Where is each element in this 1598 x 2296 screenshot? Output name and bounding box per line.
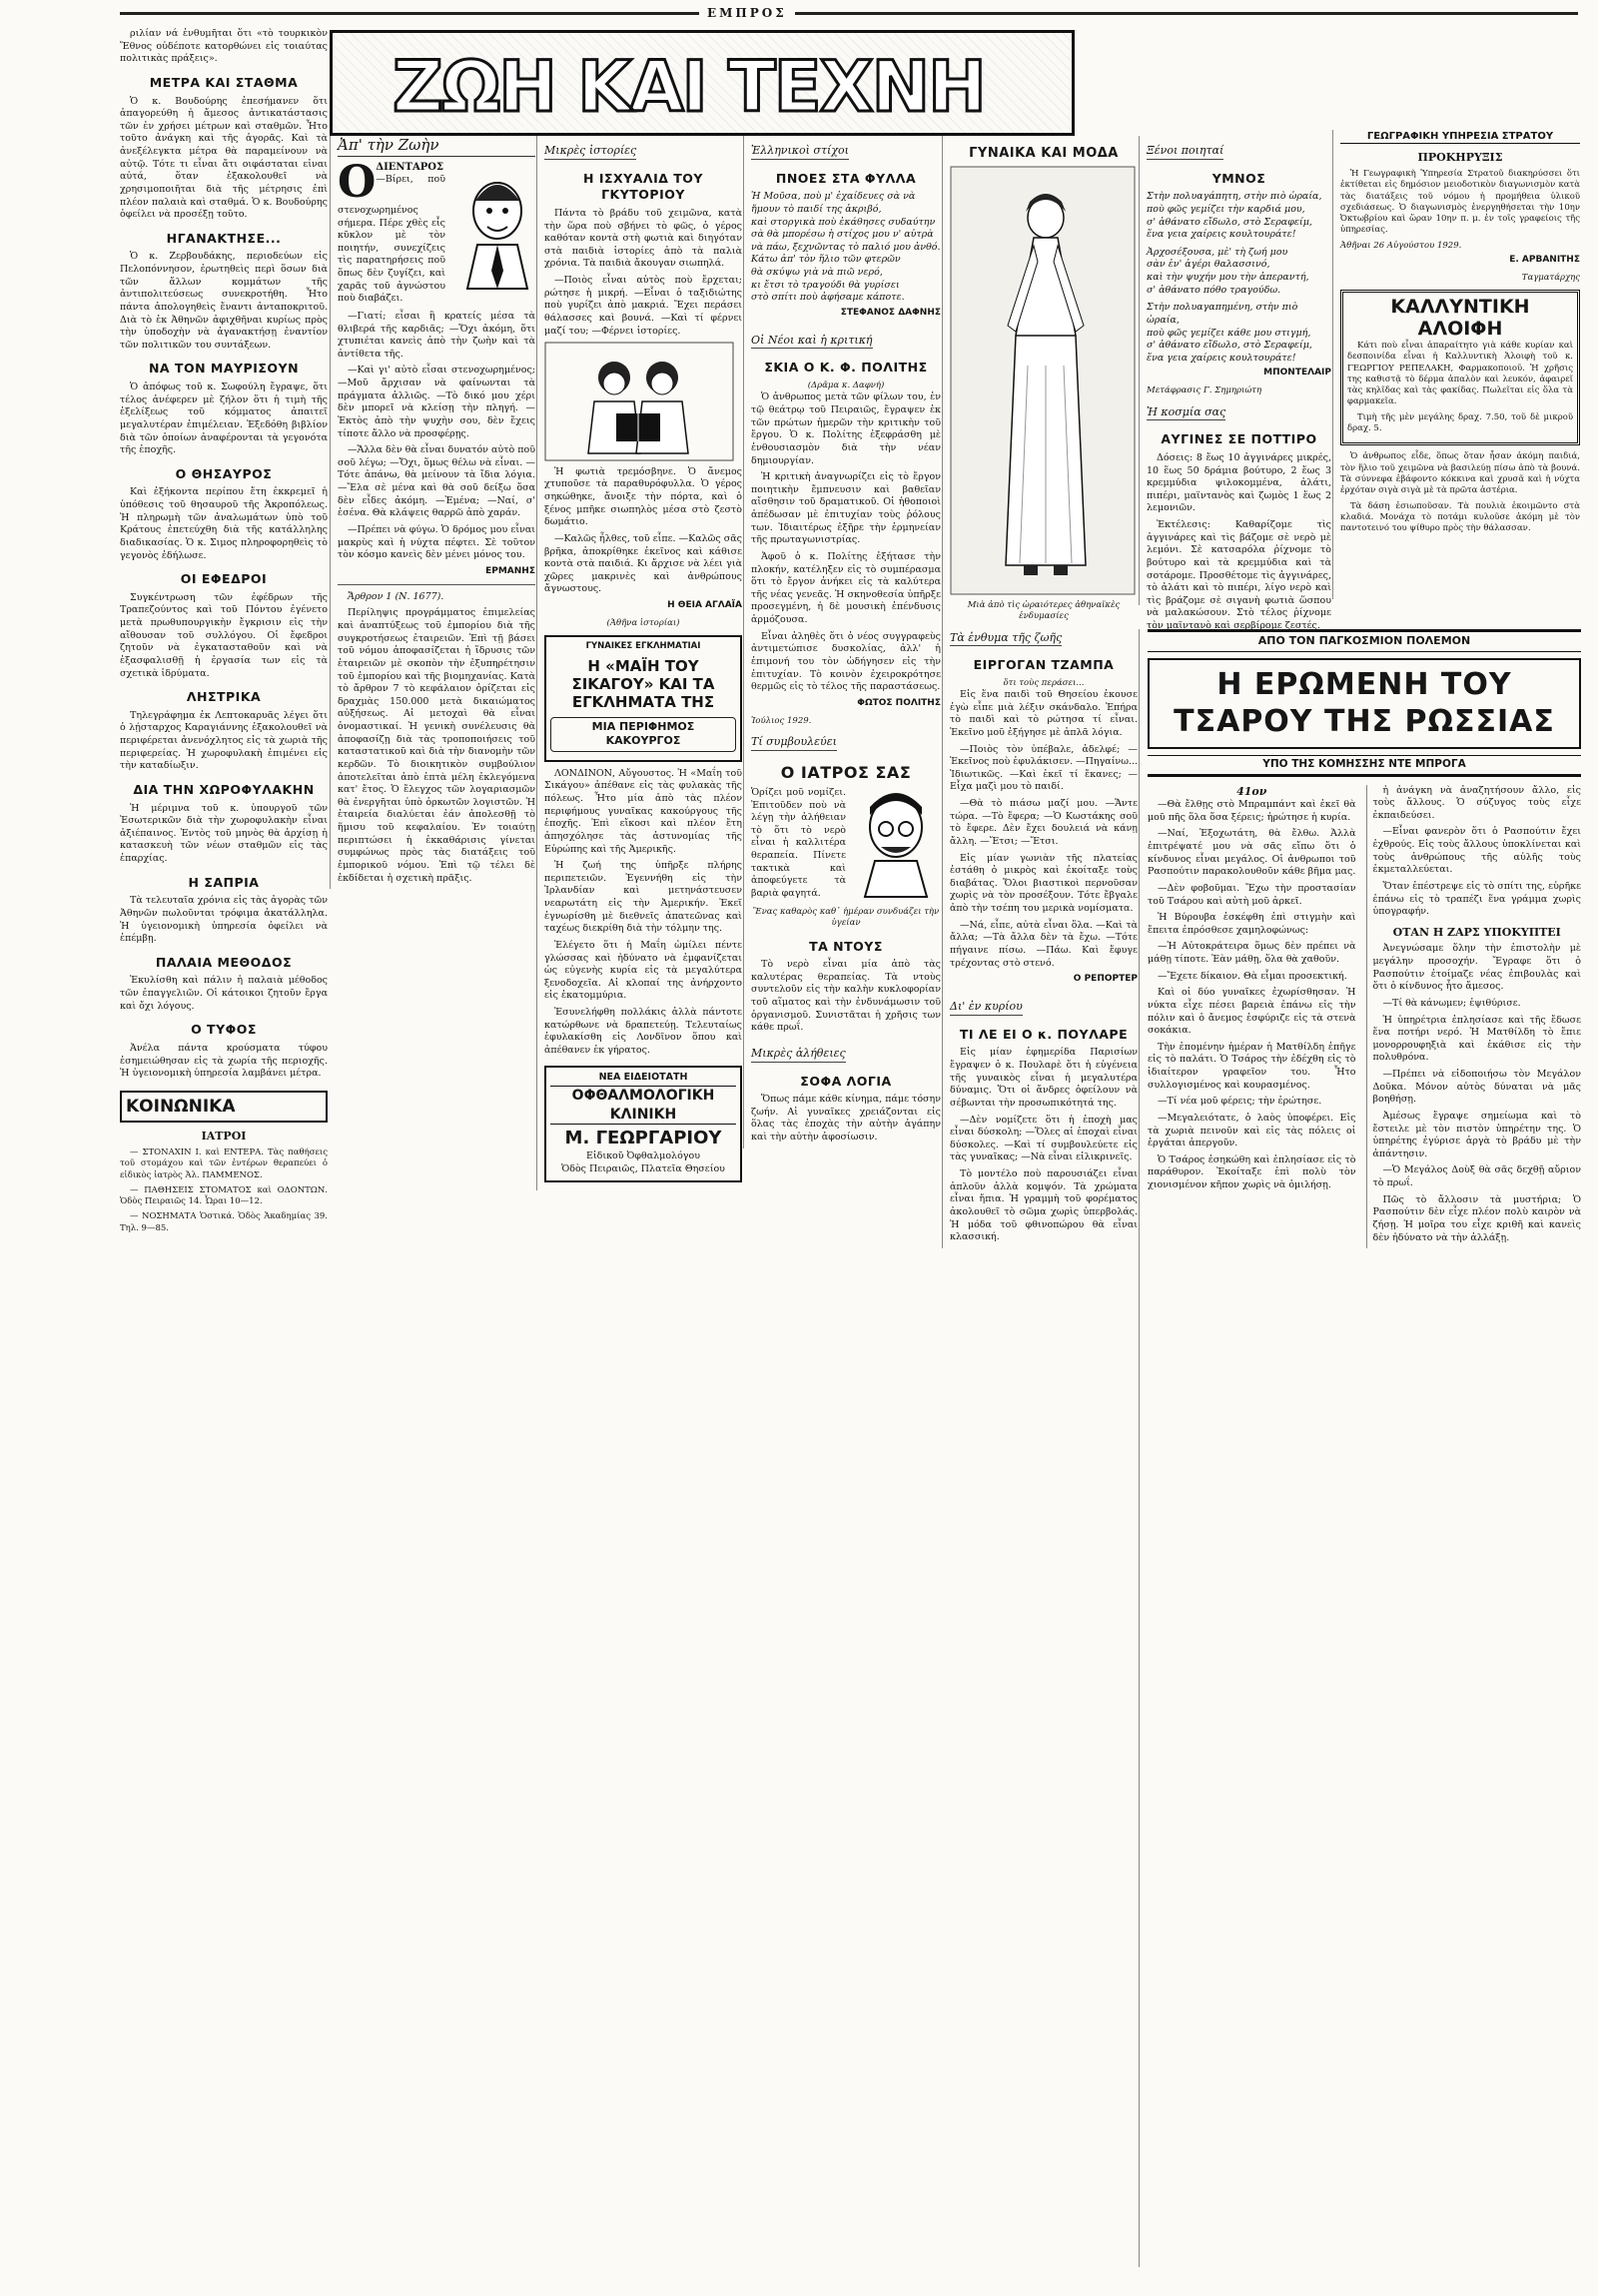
poem-line: καὶ τὴν ψυχήν μου τὴν ἀπεραντή, xyxy=(1147,272,1309,283)
article-text: Ὁ κ. Βουδούρης ἐπεσήμανεν ὅτι ἀπαγορεύθη ἡ ἄμεσος ἀντικατάστασις τῶν ἐν χρήσει μέτρων καὶ σταθμῶν. Ἦτο τοῦτο ἀνάγκη καὶ τῆς ἀγορᾶς. Καὶ τὰ ἀνεξέλεγκτα μέτρα θὰ παραμείνουν νὰ αὐτῷ. Τότε τι εἶναι ἄτι οιφάσταται εἰναι αὐτά, ὅταν ἐξακολουθεῖ νὰ χρησιμοποιῆται διὰ τῆς μέτρησις ἐπὶ πλέον παλαιὰ καὶ σταθμά. Ὁ κ. Βουδούρης ὀφείλει νὰ προσέξῃ τοῦτο. xyxy=(120,95,328,221)
headline: ΓΥΝΑΙΚΑ ΚΑΙ ΜΟΔΑ xyxy=(969,146,1119,161)
serial-paragraph: Καὶ οἱ δύο γυναῖκες ἐχωρίσθησαν. Ἡ νύκτα εἶχε πέσει βαρειὰ ἐπάνω εἰς τὴν πόλιν καὶ ὁ ἄνεμος ἐσφύριζε εἰς τὰ στενὰ σοκάκια. xyxy=(1148,987,1356,1037)
article-text: —Δὲν νομίζετε ὅτι ἡ ἐποχὴ μας εἶναι δύσκολη; —Ὅλες αἱ ἐποχαὶ εἶναι δύσκολες. —Καὶ τί συμβουλεύετε εἰς τὰς γυναῖκας; —Νὰ εἶναι εἰλικρινεῖς. xyxy=(950,1114,1138,1163)
social-item: — ΣΤΟΝΑΧΙΝ Ι. καὶ ΕΝΤΕΡΑ. Τὰς παθήσεις τοῦ στομάχου καὶ τῶν ἐντέρων θεραπεύει ὁ εἰδικὸς ἰατρὸς Ἀλ. ΠΑΜΜΕΝΟΣ. xyxy=(120,1147,328,1180)
cosmetic-ad xyxy=(1340,290,1580,445)
feature-box xyxy=(544,635,742,762)
translator: Μετάφρασις Γ. Σημηριώτη xyxy=(1147,385,1262,396)
article-text: Ὁ ἀνθρωπος μετὰ τῶν φίλων του, ἐν τῷ θεάτρῳ τοῦ Πειραιῶς, ἔγραψεν ἐκ τῶν πρώτων ἡμερῶν τὴν κριτικὴν τοῦ ἔργου. Ὁ κ. Πολίτης ἐξεφράσθη μὲ ἐνθουσιασμὸν διὰ τὴν νέαν δημιουργίαν. xyxy=(751,391,941,466)
article-text: Εἰς ἕνα παιδὶ τοῦ Θησείου ἐκουσε ἐγὼ εἶπε μιὰ λέξιν σκάνδαλο. Ἐπήρα τὸ παιδὶ καὶ τὸ ρώτησα τί εἶναι. Ἐκεῖνο μοῦ ἐξήγησε μὲ ἀπλᾶ λόγια. xyxy=(950,689,1138,738)
box-kicker: ΓΥΝΑΙΚΕΣ ΕΓΚΛΗΜΑΤΙΑΙ xyxy=(585,641,701,652)
serial-paragraph: —Θὰ ἔλθῃς στὸ Μπραμπάντ καὶ ἐκεῖ θὰ μοῦ πῆς ὅλα ὅσα ξέρεις; ἡρώτησε ἡ κυρία. xyxy=(1148,799,1356,823)
headline: ΜΕΤΡΑ ΚΑΙ ΣΤΑΘΜΑ xyxy=(149,74,299,90)
dateline: Ἰούλιος 1929. xyxy=(751,715,812,726)
serial-paragraph: —Ἔχετε δίκαιον. Θὰ εἶμαι προσεκτική. xyxy=(1158,970,1347,982)
kicker: Μικρὲς ἱστορίες xyxy=(544,144,636,160)
kicker: Μικρὲς ἀλήθειες xyxy=(751,1047,846,1063)
headline: ΛΗΣΤΡΙΚΑ xyxy=(186,689,262,705)
signature: Ο ΡΕΠΟΡΤΕΡ xyxy=(1073,974,1138,985)
article-text: —Πρέπει νὰ φύγω. Ὁ δρόμος μου εἶναι μακρὺς καὶ ἡ νύχτα πέφτει. Σὲ τοῦτον τὸν κόσμο κανεὶς δὲν μένει μόνος του. xyxy=(338,523,535,561)
column-poems xyxy=(743,136,941,1148)
poem-line: Ἡ Μοῦσα, ποὺ μ' ἐχαίδευες σὰ νὰ xyxy=(751,191,916,203)
poem-line: σ' ἀθάνατο εἴδωλο, στὸ Σεραφείμ, xyxy=(1147,216,1312,228)
article-text: Ὅπως πάμε κάθε κίνημα, πάμε τόσην ζωήν. Αἱ γυναῖκες χρειάζονται εἰς ὅλας τὰς ἐποχὰς τὴν αὐτὴν ἀγάπην καὶ τὴν αὐτὴν ἀφοσίωσιν. xyxy=(751,1094,941,1144)
poem-line: ποὺ φῶς γεμίζει τὴν καρδιά μου, xyxy=(1147,203,1305,215)
column-news xyxy=(120,28,328,1238)
serial-paragraph: Πῶς τὸ ἄλλοσιν τὰ μυστήρια; Ὁ Ρασπούτιν δὲν εἶχε πλέον πολὺ καιρὸν νὰ ζήσῃ. Ἡ μοῖρα του εἶχε κριθῆ καὶ κανεὶς δὲν ἠδύνατο νὰ τὴν ἀλλάξῃ. xyxy=(1372,1193,1581,1243)
poem-line: θὰ σκύψω γιὰ νὰ πιῶ νερό, xyxy=(751,267,883,278)
poem-line: νὰ πάω, ξεχνῶντας τὸ παλιό μου ἀνθό. xyxy=(751,241,941,253)
drop-cap: Ο xyxy=(338,156,377,208)
article-text: Ἡ ζωή της ὑπῆρξε πλήρης περιπετειῶν. Ἐγεννήθη εἰς τὴν Ἰρλανδίαν καὶ μετηνάστευσεν νεαρωτάτη εἰς τὴν Ἀμερικήν. Ἐκεῖ ἐγνωρίσθη μὲ διεθνεῖς ἀπατεῶνας καὶ ταχέως διεκρίθη διὰ τὴν τόλμην της. xyxy=(544,860,742,935)
box-title: Η «ΜΑΪΗ ΤΟΥ ΣΙΚΑΓΟΥ» ΚΑΙ ΤΑ ΕΓΚΛΗΜΑΤΑ ΤΗΣ xyxy=(571,656,715,711)
article-text: Ἡ κριτικὴ ἀναγνωρίζει εἰς τὸ ἔργον ποιητικὴν ἔμπνευσιν καὶ βαθεῖαν αἴσθησιν τοῦ δραματικοῦ. Οἱ ἠθοποιοὶ ἀπέδωσαν μὲ ἐπιτυχίαν τοὺς ῥόλους των. Ἰδιαιτέρως ἐξῆρε τὴν ἑρμηνείαν τῆς πρωταγωνιστρίας. xyxy=(751,471,941,546)
episode-number: 41ον xyxy=(1236,784,1267,798)
poem-line: σὰ θὰ μπορέσω ἡ στίχος μου ν' αὐτρὰ xyxy=(751,229,934,241)
caption: Μιὰ ἀπὸ τὶς ὡραιότερες ἀθηναϊκὲς ἐνδυμασίες xyxy=(967,599,1121,622)
poem-line: Στὴν πολυαγαπημένη, στὴν πιὸ ὡραία, xyxy=(1147,302,1298,326)
notice-text: Ἡ Γεωγραφικὴ Ὑπηρεσία Στρατοῦ διακηρύσσει ὅτι ἐκτίθεται εἰς δημόσιον μειοδοτικὸν διαγωνισμὸν κατὰ τὰς διατάξεις τοῦ νόμου ἡ προμήθεια ὑλικοῦ σχεδιάσεως. Ὁ διαγωνισμὸς ἐνεργηθήσεται τὴν 10ην Ὀκτωβρίου καὶ ὥραν 10ην π. μ. ἐν τοῖς γραφείοις τῆς ὑπηρεσίας. xyxy=(1340,168,1580,236)
masthead: ΕΜΠΡΟΣ xyxy=(699,6,795,22)
article-text: Ἐλέγετο ὅτι ἡ Μαΐη ὡμίλει πέντε γλώσσας καὶ ἠδύνατο νὰ ἐμφανίζεται ὡς εὐγενὴς κυρία εἰς τὰ μεγαλύτερα ξενοδοχεῖα. Αἱ κλοπαί της ἀνήρχοντο εἰς ἑκατομμύρια. xyxy=(544,939,742,1002)
law-lead: Ἄρθρον 1 (Ν. 1677). xyxy=(348,590,444,602)
column-from-life xyxy=(330,136,535,889)
headline: ΑΥΓΙΝΕΣ ΣΕ ΠΟΤΤΙΡΟ xyxy=(1161,431,1317,447)
article-text: Ἐκυλίσθη καὶ πάλιν ἡ παλαιὰ μέθοδος τῶν ἐπαγγελιῶν. Οἱ κάτοικοι ζητοῦν ἔργα καὶ ὄχι λόγους. xyxy=(120,975,328,1012)
lead-word: ΔΙΕΝΤΑΡΟΣ xyxy=(376,161,444,173)
serial-paragraph: Τὴν ἑπομένην ἡμέραν ἡ Ματθίλδη ἐπῆγε εἰς τὸ παλάτι. Ὁ Τσάρος τὴν ἐδέχθη εἰς τὸ ἰδιαίτερον γραφεῖον του. Ἦτο συλλογισμένος καὶ κουρασμένος. xyxy=(1148,1041,1356,1091)
serial-paragraph: Ἡ Βύρουβα ἐσκέφθη ἐπὶ στιγμὴν καὶ ἔπειτα ἐπρόσθεσε χαμηλοφώνως: xyxy=(1148,912,1356,936)
article-text: Ἡ φωτιὰ τρεμόσβηνε. Ὁ ἄνεμος χτυποῦσε τὰ παραθυρόφυλλα. Ὁ γέρος σηκώθηκε, ἄνοιξε τὴν πόρτα, καὶ ὁ ξένος μπῆκε σιωπηλὸς μέσα στὸ ζεστὸ δωμάτιο. xyxy=(544,465,742,528)
headline: ΤΙ ΛΕ ΕΙ Ο κ. ΠΟΥΛΑΡΕ xyxy=(959,1026,1129,1042)
column-short-stories xyxy=(536,136,742,1190)
article-text: Τηλεγράφημα ἐκ Λεπτοκαρυᾶς λέγει ὅτι ὁ λῄσταρχος Καραγιάννης ἐξακολουθεῖ νὰ περιφέρεται ἀνενόχλητος εἰς τὰ χωριὰ τῆς περιφερείας. Ἡ χωροφυλακὴ ἐπιμένει εἰς τὴν καταδίωξιν. xyxy=(120,709,328,772)
ad-name: Μ. ΓΕΩΡΓΑΡΙΟΥ xyxy=(564,1128,722,1149)
ad-top: ΝΕΑ ΕΙΔΕΙΟΤΑΤΗ xyxy=(598,1071,688,1083)
kicker: Δι' ἐν κυρίου xyxy=(950,1000,1023,1016)
article-text: —Καλῶς ἦλθες, τοῦ εἶπε. —Καλῶς σᾶς βρῆκα, ἀποκρίθηκε ἐκεῖνος καὶ κάθισε κοντὰ στὰ παιδιά. Κι ἄρχισε νὰ λέει γιὰ χῶρες μακρινὲς καὶ ἀνθρώπους ἄγνωστους. xyxy=(544,532,742,595)
serial-subhead: ΟΤΑΝ Η ΖΑΡΣ ΥΠΟΚΥΠΤΕΙ xyxy=(1392,925,1561,939)
article-text: Εἰς μίαν ἐφημερίδα Παρισίων ἔγραψεν ὁ κ. Πουλαρὲ ὅτι ἡ εὐγένεια τῆς γυναικὸς εἶναι ἡ μεγαλυτέρα δύναμις. Ὅτι οἱ ἄνδρες ὀφείλουν νὰ σέβωνται τὴν προσωπικότητά της. xyxy=(950,1047,1138,1109)
headline: Η ΙΣΧΥΑΛΙΔ ΤΟΥ ΓΚΥΤΟΡΙΟΥ xyxy=(583,170,703,203)
poem-line: Ἀρχοσέξουσα, μὲ' τὴ ζωή μου xyxy=(1147,246,1288,258)
serial-paragraph: Ὁ Τσάρος ἐσηκώθη καὶ ἐπλησίασε εἰς τὸ παράθυρον. Ἐκοίταξε ἐπὶ πολὺ τὸν χιονισμένον κῆπον χωρὶς νὰ ὁμιλήσῃ. xyxy=(1148,1153,1356,1191)
subtitle: (Δρᾶμα κ. Δαφνή) xyxy=(807,381,885,391)
poem-line: σ' ἀθάνατο πόθο τραγούδω. xyxy=(1147,284,1281,296)
article-text: Ὁρίζει μοῦ νομίζει. Ἐπιτοῦδεν ποὺ νὰ λέγῃ τὴν ἀλήθειαν τὸ ὅτι τὸ νερὸ εἶναι ἡ καλλιτέρα θεραπεία. Πίνετε τακτικὰ καὶ ἀποφεύγετε τὰ βαριὰ φαγητά. xyxy=(751,786,846,899)
kicker: Ξένοι ποιηταί xyxy=(1147,144,1223,160)
poem-line: ἕνα γεια χαίρεις κουλτουράτε! xyxy=(1147,229,1296,241)
serial-paragraph: —Ὁ Μεγάλος Δοὺξ θὰ σᾶς δεχθῇ αὔριον τὸ πρωΐ. xyxy=(1372,1164,1581,1189)
serial-paragraph: Ἀνεγνώσαμε ὅλην τὴν ἐπιστολὴν μὲ μεγάλην προσοχήν. Ἔγραφε ὅτι ὁ Ρασπούτιν ἐτοίμαζε νέας ἐπιβουλὰς καὶ ὅτι ὁ κίνδυνος ἦτο ἄμεσος. xyxy=(1372,943,1581,993)
serial-section xyxy=(1139,629,1581,2267)
social-item: — ΝΟΣΗΜΑΤΑ Ὁστικά. Ὁδὸς Ἀκαδημίας 39. Τηλ. 9—85. xyxy=(120,1211,328,1233)
headline: Η ΣΑΠΡΙΑ xyxy=(188,874,260,890)
fashion-illustration xyxy=(950,166,1136,595)
serial-paragraph: —Ἡ Αὐτοκράτειρα ὅμως δὲν πρέπει νὰ μάθῃ τίποτε. Ἐὰν μάθῃ, ὅλα θὰ χαθοῦν. xyxy=(1148,941,1356,966)
headline: ΠΑΛΑΙΑ ΜΕΘΟΔΟΣ xyxy=(155,954,293,970)
headline: ΔΙΑ ΤΗΝ ΧΩΡΟΦΥΛΑΚΗΝ xyxy=(133,781,315,797)
serial-paragraph: ἡ ἀνάγκη νὰ ἀναζητήσουν ἄλλο, εἰς τοὺς ἄλλους. Ὁ σύζυγος τοὺς εἶχε ἐκπαιδεύσει. xyxy=(1372,784,1581,821)
poem-line: ἕνα γεια χαίρεις κουλτουράτε! xyxy=(1147,352,1296,364)
poem-line: κι ἔτσι τὸ τραγούδι θὰ γυρίσει xyxy=(751,279,900,291)
portrait-illustration xyxy=(457,171,535,291)
article-text: Ἀφοῦ ὁ κ. Πολίτης ἐξήτασε τὴν πλοκήν, κατέληξεν εἰς τὸ συμπέρασμα ὅτι τὸ ἔργον ἀνήκει εἰς τὰ καλύτερα τῆς νέας γενεᾶς. Ἡ σκηνοθεσία ὑπῆρξε προσεγμένη, ἡ δὲ μουσικὴ ἐπένδυσις ἁρμόζουσα. xyxy=(751,550,941,626)
article-text: —Ἄλλα δὲν θὰ εἶναι δυνατόν αὐτὸ ποῦ σοῦ λέγω; —Ὄχι, ὅμως θέλω νὰ εἶναι. —Τότε ἀπάνω, θὰ μείνουν τὰ ἴδια λόγια. —Ἔλα σὲ μένα καὶ θὰ σοῦ δείξω ὅσα δὲν εἶδες ἀκόμη. —Ἐμένα; —Ναί, σ' ἐσένα. Θὰ κλάψεις θαρρῶ ἀπὸ χαράν. xyxy=(338,444,535,519)
serial-column-left xyxy=(1148,785,1356,1249)
intro-text: ριλίαν νά ἐνθυμῆται ὅτι «τὸ τουρκικὸν Ἔθνος οὐδέποτε κατορθώνει εἰς τοιαύτας πολιτικὰς πράξεις». xyxy=(120,28,328,65)
social-item: — ΠΑΘΗΣΕΙΣ ΣΤΟΜΑΤΟΣ καὶ ΟΔΟΝΤΩΝ. Ὁδὸς Πειραιῶς 14. Ὧραι 10—12. xyxy=(120,1184,328,1207)
article-text: Ἡ μέριμνα τοῦ κ. ὑπουργοῦ τῶν Ἐσωτερικῶν διὰ τὴν χωροφυλακὴν εἶναι ἀξιέπαινος. Ἐντὸς τοῦ μηνὸς θὰ ἀρχίσῃ ἡ κατασκευὴ τῶν νέων σταθμῶν εἰς τὰς ἐπαρχίας. xyxy=(120,802,328,864)
ad-line: Εἰδικοῦ Ὀφθαλμολόγου xyxy=(586,1150,700,1162)
article-text: —Νά, εἶπε, αὐτὰ εἶναι ὅλα. —Καὶ τὰ ἄλλα; —Τὰ ἄλλα δὲν τὰ ἔχω. —Τότε πήγαινε πίσω. —Πάω. Καὶ ἔφυγε τρέχοντας στὸ στενό. xyxy=(950,919,1138,969)
caption: Ἕνας καθαρὸς καθ᾽ ἡμέραν συνδυάζει τὴν ὑγείαν xyxy=(752,906,940,929)
serial-paragraph: —Μεγαλειότατε, ὁ λαὸς ὑποφέρει. Εἰς τὰ χωριὰ πεινοῦν καὶ εἰς τὰς πόλεις οἱ ἐργάται ἀπεργοῦν. xyxy=(1148,1112,1356,1149)
headline: Ο ΘΗΣΑΥΡΟΣ xyxy=(175,465,273,481)
signature: Η ΘΕΙΑ ΑΓΛΑΪΑ xyxy=(667,600,742,610)
clinic-ad xyxy=(544,1066,742,1182)
ad-title: ΚΑΛΛΥΝΤΙΚΗ ΑΛΟΙΦΗ xyxy=(1390,296,1530,341)
column-fashion xyxy=(942,136,1138,1248)
headline: ΥΜΝΟΣ xyxy=(1211,170,1266,186)
kicker: Ἑλληνικοὶ στίχοι xyxy=(751,144,849,160)
article-text: Τὸ νερὸ εἶναι μία ἀπὸ τὰς καλυτέρας θεραπείας. Τὰ ντοὺς συντελοῦν εἰς τὴν καλὴν κυκλοφορίαν τοῦ αἵματος καὶ τὴν ἐνδυνάμωσιν τοῦ ὀργανισμοῦ. Συνιστᾶται ἡ χρῆσις των κάθε πρωΐ. xyxy=(751,959,941,1034)
kicker: Οἱ Νέοι καὶ ἡ κριτική xyxy=(751,334,873,350)
article-text: Εἰς μίαν γωνιὰν τῆς πλατείας ἐστάθη ὁ μικρὸς καὶ ἐκοίταξε τοὺς διαβάτας. Ὅλοι βιαστικοὶ περνοῦσαν χωρὶς νὰ τὸν προσέξουν. Τότε ἔβγαλε ἀπὸ τὴν τσέπη του μερικὰ νομίσματα. xyxy=(950,852,1138,915)
serial-columns xyxy=(1148,785,1581,1249)
notice-head: ΓΕΩΓΡΑΦΙΚΗ ΥΠΗΡΕΣΙΑ ΣΤΡΑΤΟΥ xyxy=(1340,130,1580,144)
column-foreign-poets xyxy=(1139,136,1331,632)
serial-column-right xyxy=(1366,785,1582,1249)
top-rule xyxy=(120,12,1578,15)
subtitle: ὅτι τοὺς περάσει... xyxy=(1003,677,1085,688)
serial-paragraph: —Εἶναι φανερὸν ὅτι ὁ Ρασπούτιν ἔχει ἐχθρούς. Εἰς τοὺς ἄλλους ὑποκλίνεται καὶ τοὺς ἀνθρώπους τῆς αὐλῆς τοὺς ἐκμεταλλεύεται. xyxy=(1372,826,1581,876)
serial-paragraph: —Δὲν φοβοῦμαι. Ἔχω τὴν προστασίαν τοῦ Τσάρου καὶ αὐτὴ μοῦ ἀρκεῖ. xyxy=(1148,882,1356,907)
column-head: Ἀπ' τὴν Ζωὴν xyxy=(338,136,535,157)
signature: ΕΡΜΑΝΗΣ xyxy=(485,565,535,576)
serial-paragraph: —Τί νέα μοῦ φέρεις; τὴν ἐρώτησε. xyxy=(1158,1096,1322,1108)
article-text: —Ποιὸς εἶναι αὐτὸς ποὺ ἔρχεται; ρώτησε ἡ μικρή. —Εἶναι ὁ ταξιδιώτης ποὺ γυρίζει ἀπὸ μακριά. Ἔχει περάσει θάλασσες καὶ βουνά. —Καὶ τί φέρνει μαζί του; —Φέρνει ἱστορίες. xyxy=(544,275,742,337)
poem-line: στὸ σπίτι ποὺ ἀφήσαμε κάποτε. xyxy=(751,292,905,304)
article-text: Ὁ ἀνθρωπος εἶδε, ὅπως ὅταν ἦσαν ἀκόμη παιδιά, τὸν ἥλιο τοῦ χειμῶνα νὰ βασιλεύῃ πίσω ἀπὸ τὰ βουνά. Τὰ σύννεφα ἐβάφοντο κόκκινα καὶ χρυσᾶ καὶ ἡ νύχτα ἐρχόταν σιγὰ σιγὰ μὲ τὰ πρῶτα ἀστέρια. xyxy=(1340,451,1580,496)
poem-line: Κάτω ἀπ' τὸν ἥλιο τῶν φτερῶν xyxy=(751,254,901,266)
article-text: Τὰ τελευταῖα χρόνια εἰς τὰς ἀγορὰς τῶν Ἀθηνῶν πωλοῦνται τρόφιμα ἀκατάλληλα. Ἡ ὑγειονομικὴ ὑπηρεσία ὀφείλει νὰ ἐπέμβῃ. xyxy=(120,895,328,945)
ad-line: Ὁδὸς Πειραιῶς, Πλατεῖα Θησείου xyxy=(561,1162,725,1174)
social-box xyxy=(120,1091,328,1124)
article-text: —Καὶ γι' αὐτὸ εἶσαι στενοχωρημένος; —Μοῦ ἄρχισαν νὰ φαίνωνται τὰ πράγματα ἀλλιῶς. —Τὸ δικό μου χέρι δὲν μπορεῖ νὰ κλείσῃ τὴν πληγή. —Ἐκτὸς ἀπὸ τὴν ψυχὴν σου, δὲν ἔχεις τίποτε ἄλλο νὰ προσφέρῃς. xyxy=(338,365,535,439)
headline: ΣΚΙΑ Ο Κ. Φ. ΠΟΛΙΤΗΣ xyxy=(764,360,928,376)
headline: ΟΙ ΕΦΕΔΡΟΙ xyxy=(180,571,268,587)
poem-line: σ' ἀθάνατο εἴδωλο, στὸ Σεραφείμ, xyxy=(1147,340,1312,352)
article-text: Συγκέντρωση τῶν ἐφέδρων τῆς Τραπεζούντος καὶ τοῦ Πόντου ἐγένετο μετὰ πρωθυπουργικὴν ἔγκρισιν εἰς τὴν αἴθουσαν τοῦ συλλόγου. Οἱ ἔφεδροι ζητοῦν νὰ ἐγκατασταθοῦν καὶ νὰ ἐξασφαλισθῇ ἡ ἐργασία των εἰς τὰ σχετικὰ ἱδρύματα. xyxy=(120,591,328,679)
article-text: —Γιατί; εἶσαι ἢ κρατείς μέσα τὰ θλιβερά τῆς καρδιᾶς; —Ὅχι ἀκόμη, ὅτι χτυπιέται κανεὶς ἀπὸ τὴν ζωὴν καὶ τὰ ἀντίθετα τῆς. xyxy=(338,310,535,360)
article-text: Ὁ κ. Ζερβουδάκης, περιοδεύων εἰς Πελοπόννησον, ἐρωτηθεὶς περὶ ὅσων διὰ τῶν ἄλλων κομμάτων τῆς ἀντιπολιτεύσεως συνεκροτήθη. Ἦτο πάντα ἀπολογηθεὶς ἔναντι ἀνταποκριτοῦ. Διὰ τὸ ἐκ Ἀθηνῶν ἀφιχθῆναι κυρίως πρὸς τὴν ὑποδοχὴν νὰ ἀγανακτήσῃ ἐναντίον τῶν πολιτικῶν του συντάξεων. xyxy=(120,251,328,351)
headline: ΝΑ ΤΟΝ ΜΑΥΡΙΣΟΥΝ xyxy=(148,361,300,377)
serial-title: Η ΕΡΩΜΕΝΗ ΤΟΥ ΤΣΑΡΟΥ ΤΗΣ ΡΩΣΣΙΑΣ xyxy=(1148,658,1581,749)
headline: Ο ΙΑΤΡΟΣ ΣΑΣ xyxy=(780,762,912,782)
article-text: —Βίρει, ποῦ στενοχωρημένος σήμερα. Πέρε χθὲς εἶς κῦκλον μὲ τὸν ποιητήν, συνεχίζεις τὶς παρατηρήσεις ποῦ ὅπως δὲν ζυγίζει, καὶ χαρᾶς τοῦ ἀγνώστου ποὺ διαβάζει. xyxy=(338,174,445,305)
article-text: —Θὰ τὸ πιάσω μαζί μου. —Ἄντε τώρα. —Τὸ ἔφερα; —Ὁ Κωστάκης σοῦ τὸ ἔφερε. Δὲν ἔχει δουλειά νὰ κάνῃ ἄλλη. —Ἔτσι; —Ἔτσι. xyxy=(950,798,1138,847)
column-notices xyxy=(1332,130,1580,599)
law-text: Περίληψις προγράμματος ἐπιμελείας καὶ ἀναπτύξεως τοῦ ἐμπορίου διὰ τῆς συγκροτήσεως ἑταιρειῶν. Ἐπὶ τῇ βάσει τοῦ νόμου ἀποφασίζεται ἡ ἵδρυσις τῶν ἑταιρειῶν μὲ σκοπὸν τὴν ἐξυπηρέτησιν τοῦ ἐμπορίου καὶ τῆς βιομηχανίας. Κατὰ τὸ ἄρθρον 7 τὸ κεφάλαιον ὁρίζεται εἰς δραχμὰς 150.000 μετὰ δικαιώματος αὐξήσεως. Αἱ μετοχαὶ θὰ εἶναι ὀνομαστικαί. Ἡ γενικὴ συνέλευσις θὰ ἀποφασίζῃ διὰ τὰς τροποποιήσεις τοῦ καταστατικοῦ καὶ διὰ τὴν διανομὴν τῶν κερδῶν. Τὸ διοικητικὸν συμβούλιον ἀποτελεῖται ἀπὸ ἑπτὰ μέλη ἐκλεγόμενα κατ' ἔτος. Ὁ ἔλεγχος τῶν λογαριασμῶν θὰ ἐνεργῆται ὑπὸ ὁρκωτῶν λογιστῶν. Ἡ ἑταιρεία διαλύεται ἐάν ἀπολεσθῇ τὸ ἥμισυ τοῦ κεφαλαίου. Ἐν τοιαύτῃ περιπτώσει ἡ ἐκκαθάρισις γίνεται συμφώνως πρὸς τὰς διατάξεις τοῦ ἐμπορικοῦ νόμου. Ἐπὶ τῷ τέλει δὲ ἐκδίδεται ἡ σχετικὴ πρᾶξις. xyxy=(338,607,535,884)
children-reading-illustration xyxy=(544,342,734,461)
serial-paragraph: Ὅταν ἐπέστρεψε εἰς τὸ σπίτι της, εὑρῆκε ἐπάνω εἰς τὸ τραπέζι ἕνα γράμμα χωρὶς ὑπογραφήν. xyxy=(1372,880,1581,918)
notice-date: Ἀθῆναι 26 Αὐγούστου 1929. xyxy=(1340,240,1462,251)
headline: Ο ΤΥΦΟΣ xyxy=(191,1022,257,1038)
article-text: Τὸ μοντέλο ποὺ παρουσιάζει εἶναι ἁπλοῦν ἀλλὰ κομψόν. Τὰ χρώματα εἶναι ἤπια. Ἡ γραμμὴ τοῦ φορέματος ἀκολουθεῖ τὸ σῶμα χωρὶς ὑπερβολάς. Ἡ μόδα τοῦ φθινοπώρου θὰ εἶναι κλασσική. xyxy=(950,1168,1138,1243)
notice-signature: Ε. ΑΡΒΑΝΙΤΗΣ xyxy=(1509,255,1580,265)
article-text: Καὶ ἐξήκοντα περίπου ἔτη ἐκκρεμεῖ ἡ ὑπόθεσις τοῦ θησαυροῦ τῆς Ἀκροπόλεως. Ἡ πληρωμὴ τῶν ἀναλωμάτων ὑπὸ τοῦ Κράτους ἐπετεύχθη διὰ τῆς κατάλληλης διαδικασίας. Ὁ κ. Σιμος πληροφορηθεὶς τὸ γεγονὸς ἐδήλωσε. xyxy=(120,486,328,561)
poem-line: σὰν ἐν' ἀγέρι θαλασσινό, xyxy=(1147,259,1270,271)
notice-rank: Ταγματάρχης xyxy=(1521,272,1580,283)
portrait-block xyxy=(338,156,535,311)
kicker: Ἡ κοσμία σας xyxy=(1147,405,1225,421)
poem-line: καὶ στοργικὰ ποὺ ἐκάθησες συδαύτην xyxy=(751,216,936,228)
box-subtitle: ΜΙΑ ΠΕΡΙΦΗΜΟΣ ΚΑΚΟΥΡΓΟΣ xyxy=(550,717,736,752)
article-text: Τὰ δάση ἐσιωποῦσαν. Τὰ πουλιὰ ἐκοιμῶντο στὰ κλαδιά. Μονάχα τὸ ποτάμι κυλοῦσε ἀκόμη μὲ τὸν παντοτεινό του ψίθυρο πρὸς τὴν θάλασσαν. xyxy=(1340,500,1580,534)
serial-paragraph: Ἡ ὑπηρέτρια ἐπλησίασε καὶ τῆς ἔδωσε ἕνα ποτήρι νερό. Ἡ Ματθίλδη τὸ ἔπιε μονορρουφηξιὰ καὶ ἐκάθισε εἰς τὴν πολυθρόνα. xyxy=(1372,1014,1581,1064)
poem xyxy=(751,191,941,305)
article-text: ΛΟΝΔΙΝΟΝ, Αὔγουστος. Ἡ «Μαΐη τοῦ Σικάγου» ἀπέθανε εἰς τὰς φυλακὰς τῆς πόλεως. Ἦτο μία ἀπὸ τὰς πλέον περιφήμους γυναῖκας κακούργους τῆς ἐποχῆς. Ἐπὶ εἴκοσι καὶ πλέον ἔτη ἀπησχόλησε τὰς ἀστυνομίας τῆς Εὐρώπης καὶ τῆς Ἀμερικῆς. xyxy=(544,767,742,855)
kicker: Τί συμβουλεύει xyxy=(751,735,837,751)
serial-source: ΑΠΟ ΤΟΝ ΠΑΓΚΟΣΜΙΟΝ ΠΟΛΕΜΟΝ xyxy=(1148,629,1581,652)
ad-title: ΟΦΘΑΛΜΟΛΟΓΙΚΗ ΚΛΙΝΙΚΗ xyxy=(550,1086,736,1125)
serial-paragraph: —Ναί, Ἐξοχωτάτη, θὰ ἔλθω. Ἀλλὰ ἐπιτρέψατέ μου νὰ σᾶς εἴπω ὅτι ὁ κίνδυνος εἶναι μεγάλος. Οἱ ἀνθρωποι τοῦ Ρασπούτιν παρακολουθοῦν κάθε βῆμα μας. xyxy=(1148,828,1356,878)
poem-line: ἤμουν τὸ παιδί της ἀκριβό, xyxy=(751,203,882,215)
article-text: Εἶναι ἀληθὲς ὅτι ὁ νέος συγγραφεὺς ἀντιμετώπισε δυσκολίας, ἀλλ' ἡ ἐπιμονή του τὸν ὡδήγησεν εἰς τὴν ἐπιτυχίαν. Τὸ κοινὸν ἐχειροκρότησε θερμῶς εἰς τὸ τέλος τῆς παραστάσεως. xyxy=(751,630,941,693)
headline: ΗΓΑΝΑΚΤΗΣΕ... xyxy=(166,230,282,246)
ad-price: Τιμὴ τῆς μὲν μεγάλης δραχ. 7.50, τοῦ δὲ μικροῦ δραχ. 5. xyxy=(1347,411,1573,434)
kicker: Τὰ ἐνθυμα τῆς ζωῆς xyxy=(950,631,1062,647)
poem xyxy=(1147,191,1331,365)
poem-line: Στὴν πολυαγάπητη, στὴν πιὸ ὡραία, xyxy=(1147,191,1322,203)
banner-title: ΖΩΗ ΚΑΙ ΤΕΧΝΗ xyxy=(393,46,985,128)
headline: ΕΙΡΓΟΓΑΝ ΤΖΑΜΠΑ xyxy=(973,657,1115,673)
article-text: Πάντα τὸ βράδυ τοῦ χειμῶνα, κατὰ τὴν ὥρα ποὺ σβήνει τὸ φῶς, ὁ γέρος καθόταν κοντὰ στὴ φωτιὰ καὶ διηγόταν στὰ παιδιὰ ἱστορίες ἀπὸ τὰ παλιὰ χρόνια. Τὰ παιδιὰ ἄκουγαν σιωπηλά. xyxy=(544,207,742,270)
article-text: Δόσεις: 8 ἕως 10 ἀγγινάρες μικρές, 10 ἕως 50 δράμια βούτυρο, 2 ἕως 3 κρεμμύδια ψιλοκομμένα, ἀλάτι, πιπέρι, μαϊντανὸς καὶ ζωμὸς 1 ἕως 2 λεμονιῶν. xyxy=(1147,451,1331,514)
article-text: Ἐσυνελήφθη πολλάκις ἀλλὰ πάντοτε κατώρθωνε νὰ δραπετεύῃ. Τελευταίως ἐφυλακίσθη εἰς Λονδῖνον ὅπου καὶ ἀπέθανεν ἐκ γήρατος. xyxy=(544,1007,742,1056)
notice-title: ΠΡΟΚΗΡΥΞΙΣ xyxy=(1417,151,1503,165)
signature: ΦΩΤΟΣ ΠΟΛΙΤΗΣ xyxy=(857,697,941,708)
ad-text: Κάτι ποὺ εἶναι ἀπαραίτητο γιὰ κάθε κυρίαν καὶ δεσποινίδα εἶναι ἡ Καλλυντικὴ Ἀλοιφὴ τοῦ κ. ΓΕΩΡΓΙΟΥ ΡΕΠΕΛΑΚΗ, Φαρμακοποιοῦ. Ἡ χρῆσις της καθιστᾷ τὸ δέρμα ἁπαλὸν καὶ λευκόν, ἀφαιρεῖ τὰς κηλῖδας καὶ τὰς φακίδας. Πωλεῖται εἰς ὅλα τὰ φαρμακεῖα. xyxy=(1347,340,1573,407)
headline: ΤΑ ΝΤΟΥΣ xyxy=(809,938,883,954)
doctor-block xyxy=(751,787,941,907)
social-subtitle: ΙΑΤΡΟΙ xyxy=(201,1130,247,1144)
article-text: Ὁ ἀπόφως τοῦ κ. Σωφούλη ἔγραψε, ὅτι τέλος ἀνέφερεν μὲ ζήλον ὅτι ἡ τιμὴ τῆς ἐξελίξεως τοῦ κόμματος ἀπαιτεῖ μεγαλυτέραν ἐπιμέλειαν. Ἐξεδόθη βιβλίον διὰ τῶν ὁποίων ἀναφέρονται τὰ γεγονότα τῆς ἐποχῆς. xyxy=(120,382,328,456)
divider xyxy=(338,584,535,585)
headline: ΠΝΟΕΣ ΣΤΑ ΦΥΛΛΑ xyxy=(775,170,917,186)
social-title: ΚΟΙΝΩΝΙΚΑ xyxy=(126,1096,236,1117)
serial-paragraph: —Τί θὰ κάνωμεν; ἐψιθύρισε. xyxy=(1382,997,1521,1009)
doctor-illustration xyxy=(851,787,941,897)
article-text: Ἐκτέλεσις: Καθαρίζομε τὶς ἀγγινάρες καὶ τὶς βάζομε σὲ νερὸ μὲ λεμόνι. Σὲ κατσαρόλα ῥίχνομε τὸ βούτυρο καὶ τὰ κρεμμύδια καὶ τὰ σοτάρομε. Προσθέτομε τὶς ἀγγινάρες, τὸ ἀλάτι καὶ τὸ πιπέρι, λίγο νερὸ καὶ τὶς βράζομε σὲ σιγανὴ φωτιὰ ὥσπου νὰ μαλακώσουν. Στὸ τέλος ῥίχνομε τὸν μαϊντανὸ καὶ σερβίρομε ζεστές. xyxy=(1147,519,1331,632)
section-banner xyxy=(330,30,1075,136)
serial-author: ΥΠΟ ΤΗΣ ΚΟΜΗΣΣΗΣ ΝΤΕ ΜΠΡΟΓΑ xyxy=(1148,755,1581,777)
signature-note: (Ἀθῆνα ἱστορίαι) xyxy=(606,617,680,628)
serial-paragraph: —Πρέπει νὰ εἰδοποιήσω τὸν Μεγάλον Δοῦκα. Μόνον αὐτὸς δύναται νὰ μᾶς βοηθήσῃ. xyxy=(1372,1069,1581,1106)
poem-line: ποὺ φῶς γεμίζει κάθε μου στιγμή, xyxy=(1147,327,1311,339)
serial-paragraph: Ἀμέσως ἔγραψε σημείωμα καὶ τὸ ἔστειλε μὲ τὸν πιστὸν ὑπηρέτην της. Ὁ ὑπηρέτης ἐγύρισε ἀργὰ τὸ βράδυ μὲ τὴν ἀπάντησιν. xyxy=(1372,1110,1581,1159)
article-text: Ἀνέλα πάντα κρούσματα τύφου ἐσημειώθησαν εἰς τὰ χωρία τῆς περιοχῆς. Ἡ ὑγειονομικὴ ὑπηρεσία λαμβάνει μέτρα. xyxy=(120,1042,328,1080)
signature: ΜΠΟΝΤΕΛΑΙΡ xyxy=(1263,368,1331,379)
headline: ΣΟΦΑ ΛΟΓΙΑ xyxy=(800,1073,892,1089)
article-text: —Ποιὸς τὸν ὑπέβαλε, ἀδελφέ; —Ἐκεῖνος ποὺ ἐφυλάκισεν. —Πηγαίνω... Ἰδιωτικῶς. —Καὶ ἐκεῖ τί ἔκανες; —Εἶχα μαζὶ μου τὸ παιδί. xyxy=(950,743,1139,793)
signature: ΣΤΕΦΑΝΟΣ ΔΑΦΝΗΣ xyxy=(840,307,941,318)
